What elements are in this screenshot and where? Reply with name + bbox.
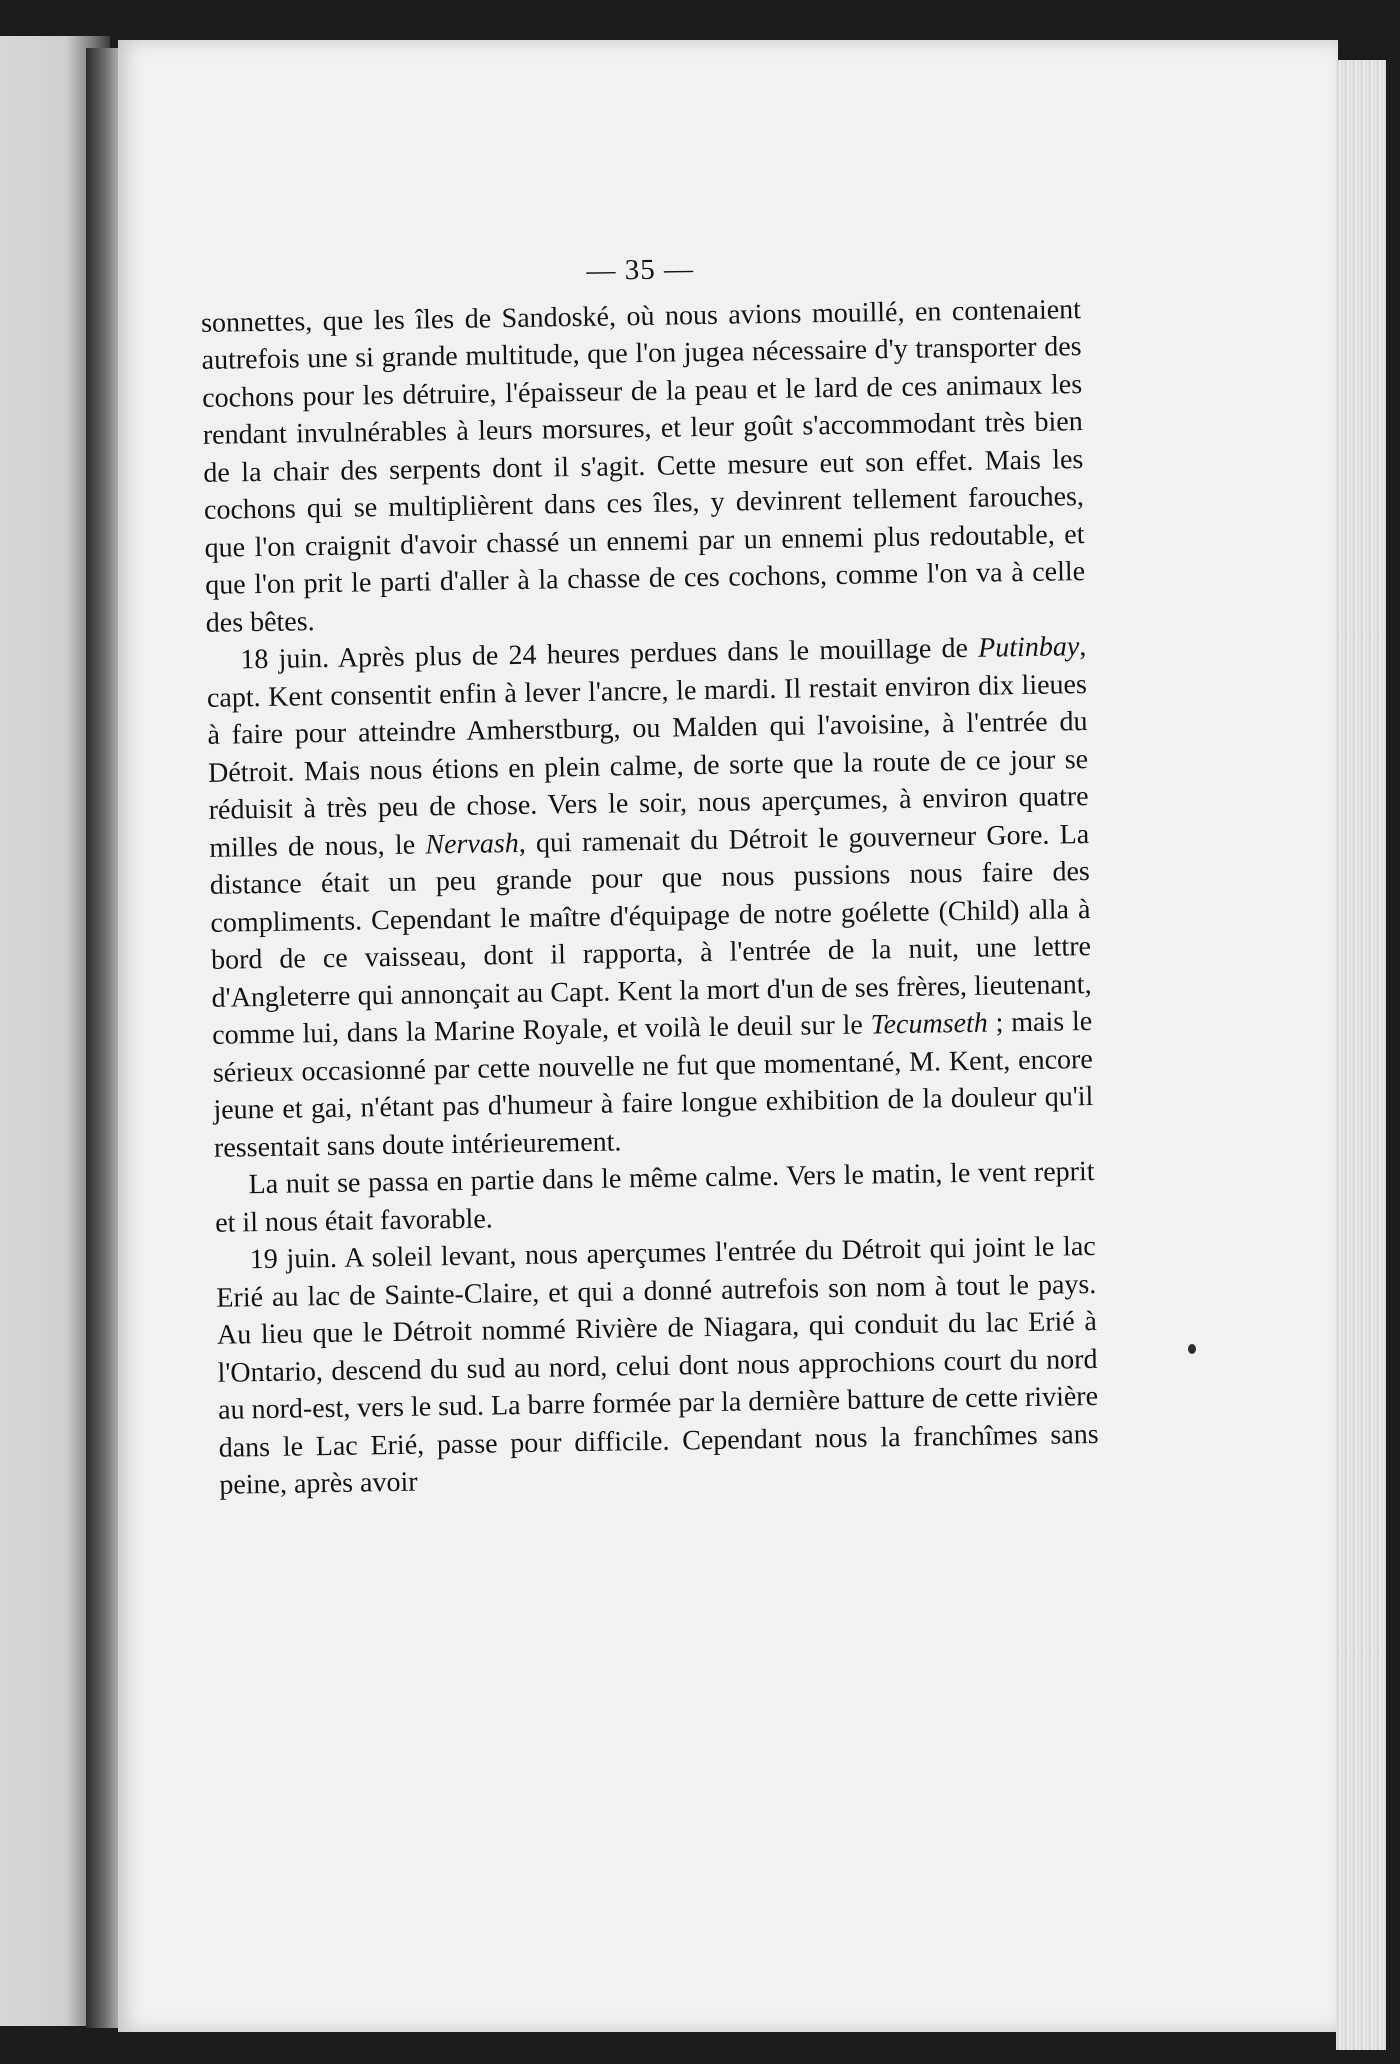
text-run: sonnettes, que les îles de Sandoské, où nous avions mouillé, en contenaient autrefois une si grande multitude, que l'on jugea nécessaire d'y transporter des cochons pour les détruire, l'épaisseur de la peau et le lard de ces animaux les rendant invulnérables à leurs morsures, et leur goût s'accommodant très bien de la chair des serpents dont il s'agit. Cette mesure eut son effet. Mais les cochons qui se multiplièrent dans ces îles, y devinrent tellement farouches, que l'on craignit d'avoir chassé un ennemi par un ennemi plus redoutable, et que l'on prit le parti d'aller à la chasse de ces cochons, comme l'on va à celle des bêtes. (200, 293, 1086, 639)
ink-speck (1188, 1344, 1196, 1354)
text-run: 19 juin. A soleil levant, nous aperçumes l'entrée du Détroit qui joint le lac Erié au lac de Sainte-Claire, et qui a donné autrefois son nom à tout le pays. Au lieu que le Détroit nommé Rivière de Niagara, qui conduit du lac Erié à l'Ontario, descend du sud au nord, celui dont nous approchions court du nord au nord-est, vers le sud. La barre formée par la dernière batture de cette rivière dans le Lac Erié, passe pour difficile. Cependant nous la franchîmes sans peine, après avoir (216, 1230, 1099, 1501)
paragraph (214, 1153, 1095, 1242)
paragraphs-container (201, 291, 1100, 1505)
page-text-block (200, 245, 1099, 1504)
text-run: 18 juin. Après plus de 24 heures perdues dans le mouillage de (240, 632, 979, 676)
paragraph (215, 1228, 1099, 1504)
text-run: , capt. Kent consentit enfin à lever l'ancre, le mardi. Il restait environ dix lieues à faire pour atteindre Amherstburg, ou Malden qui l'avoisine, à l'entrée du Détroit. Mais nous étions en plein calme, de sorte que la route de ce jour se réduisit à très peu de chose. Vers le soir, nous aperçumes, à environ quatre milles de nous, le (206, 631, 1089, 864)
text-run: ; mais le sérieux occasionné par cette nouvelle ne fut que momentané, M. Kent, encore jeune et gai, n'étant pas d'humeur à faire longue exhibition de la douleur qu'il ressentait sans doute intérieurement. (212, 1005, 1094, 1164)
italic-name: Putinbay (977, 631, 1080, 664)
paragraph (201, 291, 1086, 642)
text-run: , qui ramenait du Détroit le gouverneur Gore. La distance était un peu grande pour que nous pussions nous faire des compliments. Cependant le maître d'équipage de notre goélette (Child) alla à bord de ce vaisseau, dont il rapporta, à l'entrée de la nuit, une lettre d'Angleterre qui annonçait au Capt. Kent la mort d'un de ses frères, lieutenant, comme lui, dans la Marine Royale, et voilà le deuil sur le (209, 818, 1092, 1051)
book-gutter (86, 48, 122, 2028)
italic-name: Nervash (425, 827, 519, 860)
text-run: La nuit se passa en partie dans le même calme. Vers le matin, le vent reprit et il nous était favorable. (214, 1155, 1095, 1239)
paragraph (206, 628, 1094, 1167)
italic-name: Tecumseth (870, 1007, 989, 1041)
page-block-edges (1336, 60, 1386, 2050)
page-number: — 35 — (586, 253, 695, 287)
